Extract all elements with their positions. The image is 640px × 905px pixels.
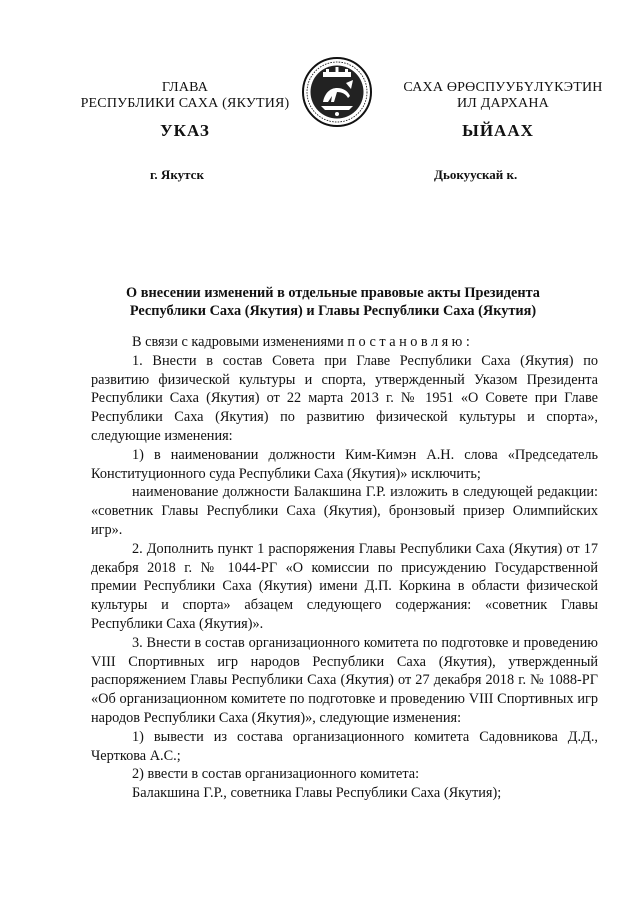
paragraph: 2) ввести в состав организационного комитета: bbox=[132, 766, 420, 783]
coat-of-arms-icon bbox=[301, 56, 373, 128]
document-body bbox=[91, 333, 598, 803]
intro-paragraph bbox=[91, 333, 598, 352]
document-title bbox=[90, 284, 576, 320]
paragraph: 2. Дополнить пункт 1 распоряжения Главы Республики Саха (Якутия) от 17 декабря 2018 г. № 1044-РГ «О комиссии по присуждению Государственной премии Республики Саха (Якутия) имени Д.П. Коркина в области физической культуры и спорта» абзацем следующего содержания: «советник Главы Республики Саха (Якутия)». bbox=[91, 540, 598, 632]
intro-suffix: : bbox=[465, 334, 470, 350]
paragraph: 1. Внести в состав Совета при Главе Республики Саха (Якутия) по развитию физической культуры и спорта, утвержденный Указом Президента Республики Саха (Якутия) от 22 марта 2013 г. № 1951 «О Совете при Главе Республики Саха (Якутия) по развитию физической культуры и спорта», следующие изменения: bbox=[91, 352, 598, 444]
intro-spaced: постановляю bbox=[347, 334, 466, 350]
paragraph: Балакшина Г.Р., советника Главы Республики Саха (Якутия); bbox=[132, 785, 502, 802]
paragraph: 1) вывести из состава организационного комитета Садовникова Д.Д., Черткова А.С.; bbox=[91, 728, 598, 764]
paragraph: 3. Внести в состав организационного комитета по подготовке и проведению VIII Спортивных игр народов Республики Саха (Якутия), утвержденный распоряжением Главы Республики Саха (Якутия) от 27 декабря 2018 г. № 1088-РГ «Об организационном комитете по подготовке и проведению VIII Спортивных игр народов Республики Саха (Якутия)», следующие изменения: bbox=[91, 634, 598, 726]
city-left: г. Якутск bbox=[150, 167, 204, 182]
header-left-line1: ГЛАВА bbox=[161, 80, 209, 95]
intro-prefix: В связи с кадровыми изменениями bbox=[132, 334, 348, 350]
header-left-line2: РЕСПУБЛИКИ САХА (ЯКУТИЯ) bbox=[80, 96, 290, 111]
header-right-line1: САХА ӨРӨСПУУБҮЛҮКЭТИН bbox=[403, 80, 603, 95]
paragraph: 1) в наименовании должности Ким-Кимэн А.Н. слова «Председатель Конституционного суда Республики Саха (Якутия)» исключить; bbox=[91, 446, 598, 482]
doc-type-right: ЫЙААХ bbox=[462, 121, 534, 140]
title-line2: Республики Саха (Якутия) и Главы Республики Саха (Якутия) bbox=[129, 303, 537, 319]
paragraph: наименование должности Балакшина Г.Р. изложить в следующей редакции: «советник Главы Республики Саха (Якутия), бронзовый призер Олимпийских игр». bbox=[91, 484, 598, 538]
header-right-line2: ИЛ ДАРХАНА bbox=[456, 96, 549, 111]
doc-type-left: УКАЗ bbox=[160, 121, 210, 140]
header-left bbox=[60, 80, 310, 112]
city-right: Дьокуускай к. bbox=[434, 167, 518, 182]
title-line1: О внесении изменений в отдельные правовые акты Президента bbox=[126, 285, 540, 301]
header-right bbox=[372, 80, 634, 112]
